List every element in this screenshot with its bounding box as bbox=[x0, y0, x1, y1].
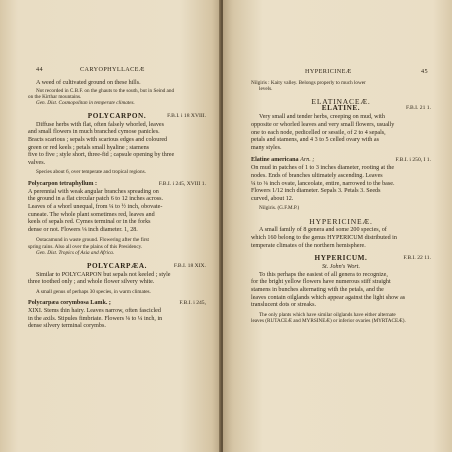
polycarpon-heading-row bbox=[28, 113, 206, 122]
elatine-heading-row bbox=[251, 105, 431, 114]
desc-line: stamens in bunches alternating with the petals, and the bbox=[251, 286, 384, 293]
right-page bbox=[223, 0, 452, 452]
dist-line: Species about 6, over temperate and tropical regions. bbox=[36, 169, 146, 176]
desc-line: Flowers 1/12 inch diameter. Sepals 3. Petals 3. Seeds bbox=[251, 188, 381, 195]
desc-line: A small family of 8 genera and some 200 species, of bbox=[259, 227, 387, 234]
americana-ref: F.B.I. i 250, I 1. bbox=[395, 157, 431, 164]
left-page-content bbox=[28, 80, 206, 331]
left-page bbox=[0, 0, 221, 452]
desc-line: Very small and tender herbs, creeping on mud, with bbox=[259, 114, 385, 121]
polycarpaea-heading-row bbox=[28, 263, 206, 272]
note-line: leaves (RUTACEÆ and MYRSINEÆ) or inferior ovaries (MYRTACEÆ). bbox=[251, 318, 406, 325]
tetraphyllum-ref: F.B.I. i 245, XVIII 1. bbox=[158, 180, 206, 187]
desc-line: three toothed only ; and whole flower silvery white. bbox=[28, 279, 155, 286]
desc-line: many styles. bbox=[251, 144, 282, 151]
intro-line: Not recorded in C.B.F. on the ghauts to the south, but in Seind and bbox=[36, 87, 175, 94]
intro-line: levels. bbox=[259, 86, 273, 93]
desc-line: green or red keels ; petals small hyaline ; stamens bbox=[28, 144, 149, 151]
tetraphyllum-name: Polycarpon tetraphyllum : bbox=[28, 180, 98, 187]
tetraphyllum-heading-row bbox=[28, 181, 206, 189]
desc-line: curved, about 12. bbox=[251, 195, 294, 202]
desc-line: To this perhaps the easiest of all genera to recognize, bbox=[259, 271, 388, 278]
intro-line: Nilgiris : Kaity valley. Belongs properly to much lower bbox=[251, 80, 366, 86]
desc-line: A perennial with weak angular branches spreading on bbox=[28, 188, 159, 195]
desc-line: Leaves of a whorl unequal, from ¼ to ½ inch, obovate- bbox=[28, 203, 163, 210]
hypericineae-heading: HYPERICINEÆ. bbox=[309, 216, 373, 226]
polycarpaea-heading: POLYCARPÆA. bbox=[86, 261, 148, 270]
desc-line: one to each node, pedicelled or sessile, of 2 to 4 sepals, bbox=[251, 129, 386, 136]
hypericum-ref: F.B.I. 22 11. bbox=[403, 255, 431, 262]
desc-line: dense or not. Flowers ⅛ inch diameter. 1, 28. bbox=[28, 226, 138, 233]
location-line: Nilgiris. (G.F.M.P.) bbox=[259, 205, 300, 212]
polycarpaea-ref: F.B.I. 18 XIX. bbox=[173, 262, 206, 269]
corymbosa-name: Polycarpæa corymbosa Lamk. ; bbox=[28, 300, 111, 307]
desc-line: valves. bbox=[28, 159, 46, 166]
note-line: Gen. Dist. Tropics of Asia and Africa. bbox=[36, 250, 115, 257]
hypericum-heading-row bbox=[251, 255, 431, 264]
elatine-ref: F.B.I. 21 1. bbox=[405, 105, 431, 112]
intro-line: Gen. Dist. Cosmopolitan in temperate climates. bbox=[36, 100, 135, 107]
note-line: The only plants which have similar oilglands have either alternate bbox=[259, 311, 396, 318]
desc-line: dense silvery terminal corymbs. bbox=[28, 323, 106, 330]
right-page-number: 45 bbox=[421, 68, 428, 75]
desc-line: keels of sepals red. Cymes terminal or in the forks bbox=[28, 219, 151, 226]
americana-heading-row bbox=[251, 157, 431, 165]
hypericum-heading: HYPERICUM. bbox=[314, 254, 368, 263]
desc-line: leaves contain oilglands which appear against the light show as bbox=[251, 294, 406, 301]
desc-line: A small genus of perhaps 30 species, in warm climates. bbox=[36, 288, 151, 295]
intro-line: A weed of cultivated ground on these hills. bbox=[36, 80, 141, 86]
elatinaceae-heading: ELATINACEÆ. bbox=[311, 96, 371, 106]
left-page-number: 44 bbox=[36, 66, 43, 73]
americana-name: Elatine americana bbox=[251, 157, 299, 164]
right-page-content bbox=[251, 80, 431, 325]
polycarpon-heading: POLYCARPON. bbox=[87, 111, 147, 120]
desc-line: Similar to POLYCARPON but sepals not keeled ; style bbox=[36, 271, 171, 278]
desc-line: five to five ; style short, three-fid ; capsule opening by three bbox=[28, 152, 175, 159]
note-line: Ootacamund in waste ground. Flowering after the first bbox=[36, 237, 149, 244]
elatine-heading: ELATINE. bbox=[321, 104, 361, 113]
desc-line: temperate climates of the northern hemisphere. bbox=[251, 242, 366, 249]
desc-line: petals and stamens, and 4 3 to 5 celled ovary with as bbox=[251, 137, 379, 144]
desc-line: and small flowers in much branched cymose panicles. bbox=[28, 129, 160, 136]
hypericum-common-name: St. John's Wort. bbox=[322, 264, 360, 271]
desc-line: which 160 belong to the genus HYPERICUM distributed in bbox=[251, 234, 397, 241]
left-running-title: CARYOPHYLLACEÆ bbox=[80, 66, 145, 73]
intro-line: on the Kirthar mountains. bbox=[28, 94, 82, 100]
desc-line: nodes. Ends of branches ultimately ascending. Leaves bbox=[251, 172, 383, 179]
polycarpon-ref: F.B.I. i 18 XVIII. bbox=[167, 112, 206, 119]
desc-line: the ground in a flat circular patch 6 to 12 inches across. bbox=[28, 196, 164, 203]
desc-line: translucent dots or streaks. bbox=[251, 302, 316, 309]
right-running-title: HYPERICINEÆ bbox=[305, 68, 352, 75]
desc-line: On mud in patches of 1 to 3 inches diameter, rooting at the bbox=[251, 165, 395, 172]
desc-line: cuneate. The whole plant sometimes red, leaves and bbox=[28, 211, 155, 218]
desc-line: ¼ to ⅛ inch ovate, lanceolate, entire, narrowed to the base. bbox=[251, 180, 395, 187]
desc-line: for the bright yellow flowers have numerous stiff straight bbox=[251, 279, 391, 286]
americana-author: Arn. ; bbox=[300, 157, 315, 164]
corymbosa-ref: F.B.I. i 245, bbox=[179, 300, 206, 307]
desc-line: Diffuse herbs with flat, often falsely whorled, leaves bbox=[36, 121, 164, 128]
note-line: spring rains. Also all over the plains of this Presidency. bbox=[28, 243, 143, 250]
corymbosa-heading-row bbox=[28, 300, 206, 308]
desc-line: Bracts scarious ; sepals with scarious edges and coloured bbox=[28, 137, 168, 143]
desc-line: opposite or whorled leaves and very small flowers, usually bbox=[251, 122, 395, 128]
desc-line: in the axils. Stipules fimbriate. Flowers ⅛ to ¼ inch, in bbox=[28, 315, 163, 322]
desc-line: XIXI. Stems thin hairy. Leaves narrow, often fascicled bbox=[28, 308, 161, 315]
